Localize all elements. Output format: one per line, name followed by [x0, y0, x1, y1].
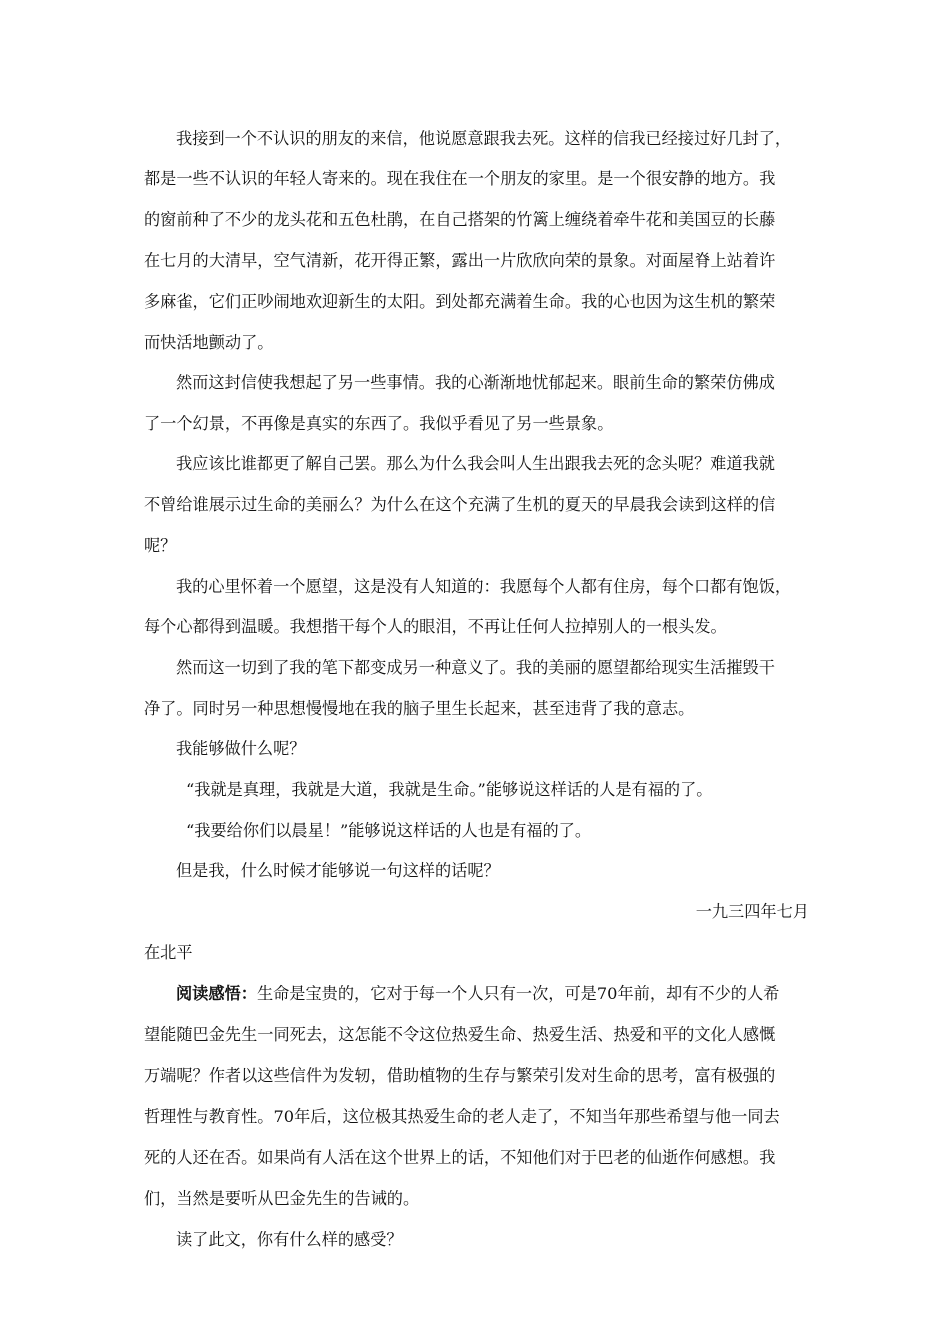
- date-line: 一九三四年七月: [695, 902, 809, 921]
- paragraph-1-line-1: 我接到一个不认识的朋友的来信，他说愿意跟我去死。这样的信我已经接过好几封了，: [176, 129, 792, 148]
- paragraph-1-line-5: 多麻雀，它们正吵闹地欢迎新生的太阳。到处都充满着生命。我的心也因为这生机的繁荣: [144, 292, 776, 311]
- reading-line-4: 哲理性与教育性。70年后，这位极其热爱生命的老人走了，不知当年那些希望与他一同去: [144, 1107, 780, 1126]
- reading-line-6: 们，当然是要听从巴金先生的告诫的。: [144, 1189, 420, 1208]
- paragraph-2-line-2: 了一个幻景，不再像是真实的东西了。我似乎看见了另一些景象。: [144, 414, 614, 433]
- reading-line-1: [176, 983, 809, 1005]
- reading-text-1: 生命是宝贵的，它对于每一个人只有一次，可是70年前，却有不少的人希: [256, 984, 780, 1003]
- paragraph-5-line-2: 净了。同时另一种思想慢慢地在我的脑子里生长起来，甚至违背了我的意志。: [144, 699, 695, 718]
- place-line: 在北平: [144, 943, 193, 962]
- quote-1: “我就是真理，我就是大道，我就是生命。”能够说这样话的人是有福的了。: [186, 780, 713, 799]
- paragraph-9: 但是我，什么时候才能够说一句这样的话呢？: [176, 861, 500, 880]
- reading-line-2: 望能随巴金先生一同死去，这怎能不令这位热爱生命、热爱生活、热爱和平的文化人感慨: [144, 1025, 776, 1044]
- question-line: 读了此文，你有什么样的感受？: [176, 1230, 403, 1249]
- quote-2: “我要给你们以晨星！”能够说这样话的人也是有福的了。: [186, 821, 592, 840]
- paragraph-5-line-1: 然而这一切到了我的笔下都变成另一种意义了。我的美丽的愿望都给现实生活摧毁干: [176, 658, 775, 677]
- reading-label: 阅读感悟：: [176, 984, 257, 1003]
- paragraph-1-line-4: 在七月的大清早，空气清新，花开得正繁，露出一片欣欣向荣的景象。对面屋脊上站着许: [144, 251, 776, 270]
- reading-line-3: 万端呢？作者以这些信件为发轫，借助植物的生存与繁荣引发对生命的思考，富有极强的: [144, 1066, 776, 1085]
- reading-line-5: 死的人还在否。如果尚有人活在这个世界上的话，不知他们对于巴老的仙逝作何感想。我: [144, 1148, 776, 1167]
- paragraph-3-line-1: 我应该比谁都更了解自己罢。那么为什么我会叫人生出跟我去死的念头呢？难道我就: [176, 454, 775, 473]
- paragraph-4-line-2: 每个心都得到温暖。我想揩干每个人的眼泪，不再让任何人拉掉别人的一根头发。: [144, 617, 727, 636]
- paragraph-6: 我能够做什么呢？: [176, 739, 306, 758]
- paragraph-4-line-1: 我的心里怀着一个愿望，这是没有人知道的：我愿每个人都有住房，每个口都有饱饭，: [176, 577, 792, 596]
- paragraph-1-line-6: 而快活地颤动了。: [144, 333, 274, 352]
- paragraph-1-line-2: 都是一些不认识的年轻人寄来的。现在我住在一个朋友的家里。是一个很安静的地方。我: [144, 169, 776, 188]
- paragraph-3-line-3: 呢？: [144, 536, 177, 555]
- paragraph-3-line-2: 不曾给谁展示过生命的美丽么？为什么在这个充满了生机的夏天的早晨我会读到这样的信: [144, 495, 776, 514]
- paragraph-2-line-1: 然而这封信使我想起了另一些事情。我的心渐渐地忧郁起来。眼前生命的繁荣仿佛成: [176, 373, 775, 392]
- paragraph-1-line-3: 的窗前种了不少的龙头花和五色杜鹃，在自己搭架的竹篱上缠绕着牵牛花和美国豆的长藤: [144, 210, 776, 229]
